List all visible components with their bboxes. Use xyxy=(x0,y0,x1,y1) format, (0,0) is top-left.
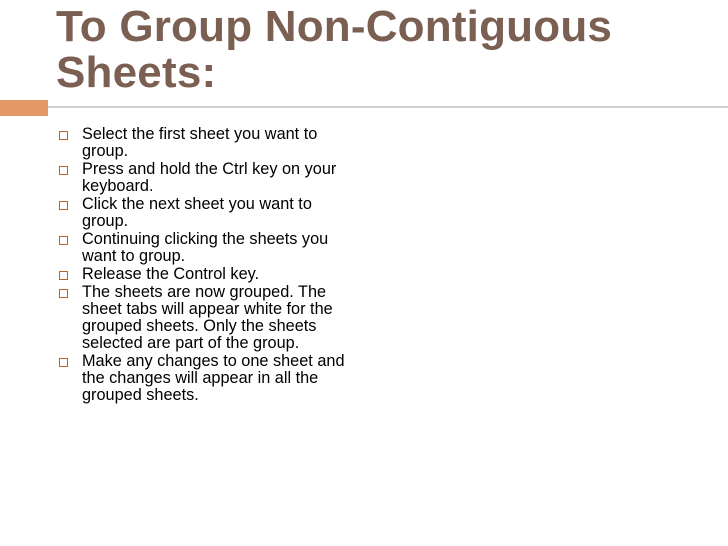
bullet-item xyxy=(58,126,358,160)
bullet-text: Click the next sheet you want to group. xyxy=(82,195,312,230)
hollow-square-icon xyxy=(59,271,68,280)
bullet-text: Release the Control key. xyxy=(82,265,260,283)
hollow-square-icon xyxy=(59,236,68,245)
bullet-item xyxy=(58,196,358,230)
hollow-square-icon xyxy=(59,201,68,210)
bullet-text: Press and hold the Ctrl key on your keyboard. xyxy=(82,160,337,195)
bullet-item xyxy=(58,161,358,195)
hollow-square-icon xyxy=(59,166,68,175)
bullet-item xyxy=(58,353,358,404)
bullet-text: Continuing clicking the sheets you want to group. xyxy=(82,230,329,265)
slide-title: To Group Non-Contiguous Sheets: xyxy=(56,2,613,97)
accent-bar xyxy=(0,100,48,116)
bullet-item xyxy=(58,284,358,352)
bullet-item xyxy=(58,231,358,265)
title-divider xyxy=(48,106,728,108)
bullet-item xyxy=(58,266,358,283)
hollow-square-icon xyxy=(59,358,68,367)
bullet-text: Select the first sheet you want to group. xyxy=(82,125,318,160)
bullet-text: The sheets are now grouped. The sheet tabs will appear white for the grouped sheets. Only the sheets selected are part of the group. xyxy=(82,283,333,352)
hollow-square-icon xyxy=(59,289,68,298)
bullet-list xyxy=(58,126,358,405)
bullet-text: Make any changes to one sheet and the changes will appear in all the grouped sheets. xyxy=(82,352,345,404)
hollow-square-icon xyxy=(59,131,68,140)
